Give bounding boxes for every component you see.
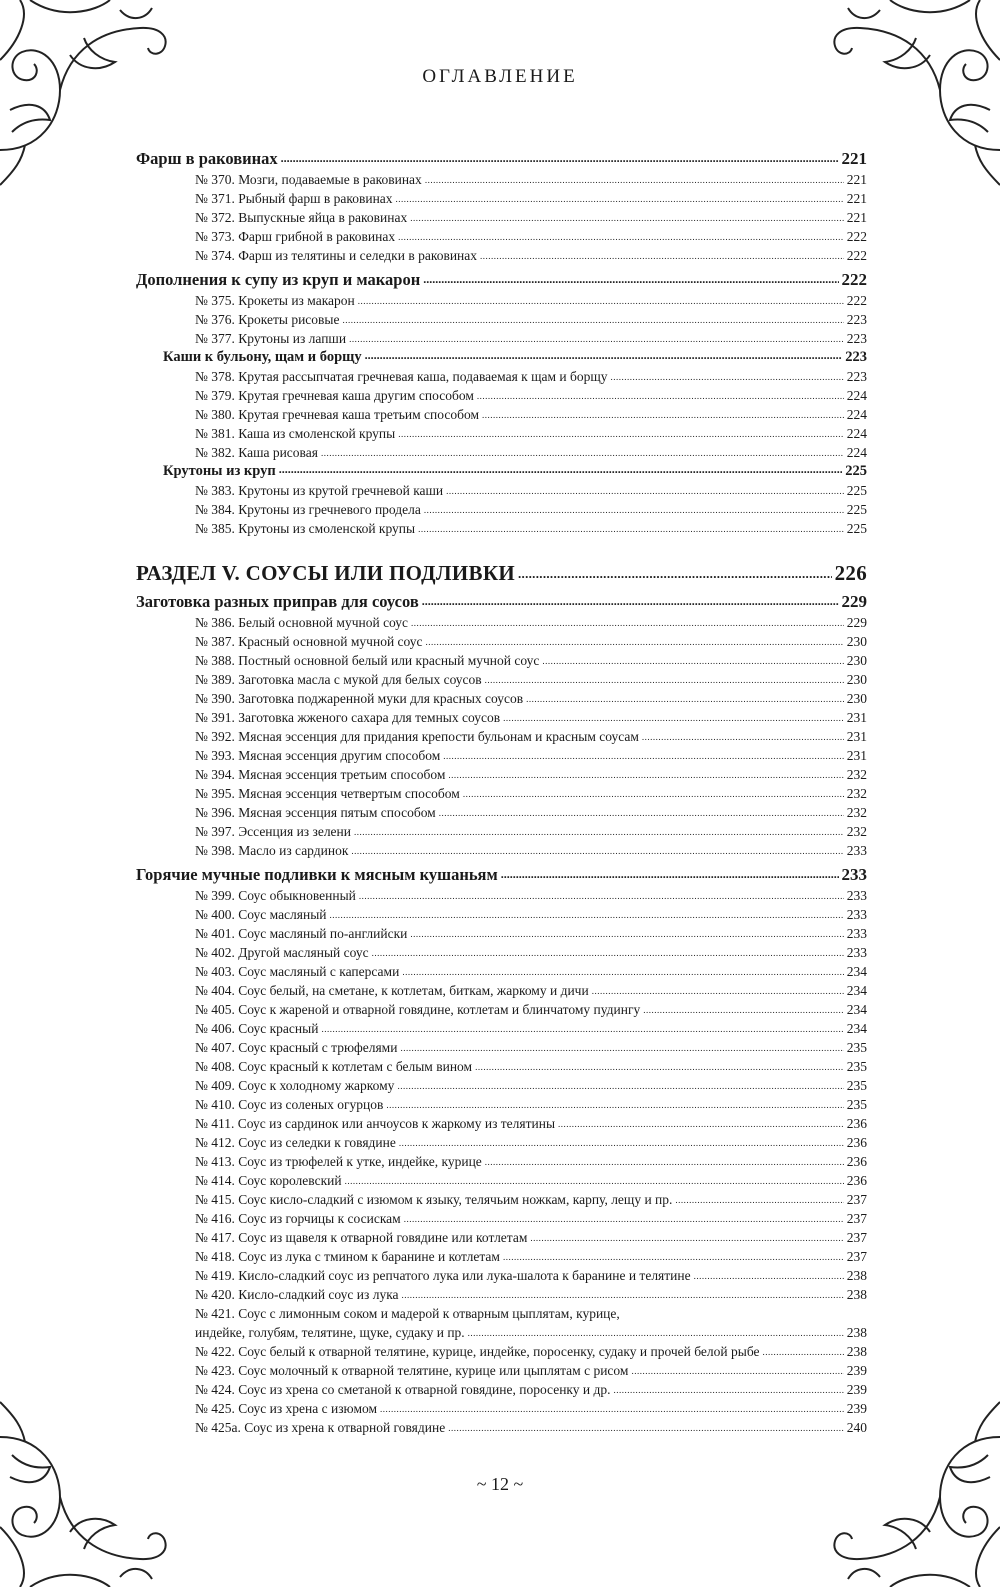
dot-leader [399,1138,844,1148]
toc-entry-rec [136,442,867,461]
toc-entry-title: № 378. Крутая рассыпчатая гречневая каша, подаваемая к щам и борщу [195,369,608,384]
toc-entry-title: № 371. Рыбный фарш в раковинах [195,191,393,206]
toc-entry-rec [136,961,867,980]
toc-entry-title: Горячие мучные подливки к мясным кушаньям [136,865,498,884]
toc-entry-title: № 388. Постный основной белый или красный мучной соус [195,653,540,668]
toc-entry-page: 234 [846,983,867,998]
toc-entry-rec [136,290,867,309]
dot-leader [542,656,843,666]
dot-leader [424,505,844,515]
toc-entry-page: 230 [846,691,867,706]
toc-entry-title: № 412. Соус из селедки к говядине [195,1135,396,1150]
toc-entry-rec [136,904,867,923]
toc-entry-rec [136,328,867,347]
toc-entry-page: 231 [846,729,867,744]
dot-leader [372,948,844,958]
toc-entry-rec [136,480,867,499]
dot-leader [503,1252,844,1262]
toc-entry-page: 239 [846,1382,867,1397]
dot-leader [358,296,844,306]
dot-leader [448,770,843,780]
dot-leader [342,315,843,325]
dot-leader [410,213,844,223]
toc-entry-rec [136,1398,867,1417]
dot-leader [439,808,844,818]
toc-entry-page: 234 [846,964,867,979]
toc-entry-title: № 403. Соус масляный с каперсами [195,964,400,979]
toc-entry-rec [136,1018,867,1037]
toc-entry-page: 239 [846,1363,867,1378]
toc-entry-sec [136,146,867,169]
dot-leader [643,1005,843,1015]
toc-entry-rec [136,423,867,442]
toc-entry-page: 221 [846,172,867,187]
toc-entry-title: Каши к бульону, щам и борщу [163,349,362,365]
dot-leader [422,594,839,609]
toc-entry-rec [136,207,867,226]
toc-entry-page: 238 [846,1325,867,1340]
dot-leader [558,1119,844,1129]
dot-leader [443,751,843,761]
toc-entry-page: 222 [841,270,867,289]
toc-entry-rec [136,999,867,1018]
toc-entry-rec [136,1265,867,1284]
dot-leader [468,1328,844,1338]
toc-entry-rec [136,1189,867,1208]
dot-leader [694,1271,844,1281]
toc-entry-page: 224 [846,407,867,422]
dot-leader [675,1195,843,1205]
toc-entry-title: РАЗДЕЛ V. СОУСЫ ИЛИ ПОДЛИВКИ [136,561,515,585]
toc-entry-page: 230 [846,672,867,687]
toc-entry-rec [136,366,867,385]
toc-entry-title: № 383. Крутоны из крутой гречневой каши [195,483,444,498]
toc-entry-rec [136,840,867,859]
toc-entry-page: 222 [846,229,867,244]
dot-leader [349,334,844,344]
dot-leader [631,1366,843,1376]
toc-entry-rec [136,631,867,650]
dot-leader [321,448,844,458]
dot-leader [321,1024,843,1034]
dot-leader [410,929,843,939]
toc-entry-rec [136,1360,867,1379]
page-number: ~ 12 ~ [476,1474,524,1494]
toc-entry-title: Дополнения к супу из круп и макарон [136,270,421,289]
toc-entry-rec [136,669,867,688]
toc-entry-page: 235 [846,1040,867,1055]
toc-entry-page: 236 [846,1135,867,1150]
toc-entry-title: № 421. Соус с лимонным соком и мадерой к отварным цыплятам, курице, [195,1306,620,1321]
dot-leader [763,1347,844,1357]
dot-leader [642,732,844,742]
toc-entry-rec-cont [136,1322,867,1341]
dot-leader [386,1100,843,1110]
dot-leader [398,232,844,242]
toc-entry-title: № 385. Крутоны из смоленской крупы [195,521,416,536]
toc-entry-title: № 391. Заготовка жженого сахара для темных соусов [195,710,501,725]
dot-leader [503,713,844,723]
toc-entry-rec [136,518,867,537]
dot-leader [402,1290,844,1300]
toc-entry-title: № 394. Мясная эссенция третьим способом [195,767,446,782]
toc-entry-page: 238 [846,1287,867,1302]
toc-entry-page: 233 [841,865,867,884]
toc-entry-page: 236 [846,1116,867,1131]
dot-leader [397,1081,843,1091]
toc-entry-title: № 381. Каша из смоленской крупы [195,426,396,441]
toc-entry-rec [136,783,867,802]
toc-entry-page: 223 [846,369,867,384]
toc-entry-rec [136,1094,867,1113]
toc-entry-sub [136,461,867,480]
dot-leader [402,967,843,977]
toc-entry-sec [136,862,867,885]
toc-entry-rec [136,745,867,764]
dot-leader [518,566,832,582]
dot-leader [281,151,839,166]
toc-entry-title: № 386. Белый основной мучной соус [195,615,409,630]
toc-entry-title: № 374. Фарш из телятины и селедки в раковинах [195,248,478,263]
toc-entry-sec [136,589,867,612]
dot-leader [411,618,844,628]
dot-leader [526,694,844,704]
dot-leader [480,251,844,261]
toc-entry-title: № 395. Мясная эссенция четвертым способом [195,786,460,801]
toc-entry-page: 229 [846,615,867,630]
toc-entry-page: 232 [846,824,867,839]
toc-entry-title: № 393. Мясная эссенция другим способом [195,748,441,763]
dot-leader [400,1043,843,1053]
toc-entry-title: № 373. Фарш грибной в раковинах [195,229,396,244]
dot-leader [418,524,844,534]
dot-leader [482,410,844,420]
toc-entry-rec [136,1037,867,1056]
toc-entry-page: 238 [846,1344,867,1359]
toc-entry-rec [136,1075,867,1094]
toc-entry-rec [136,821,867,840]
toc-entry-rec [136,726,867,745]
dot-leader [359,891,844,901]
toc-entry-page: 221 [846,191,867,206]
toc-entry-title: № 396. Мясная эссенция пятым способом [195,805,436,820]
toc-entry-rec [136,802,867,821]
toc-entry-rec [136,169,867,188]
dot-leader [448,1423,844,1433]
running-head: ОГЛАВЛЕНИЕ [422,66,578,87]
dot-leader [425,175,844,185]
toc-entry-title: № 404. Соус белый, на сметане, к котлетам, биткам, жаркому и дичи [195,983,589,998]
toc-entry-page: 225 [846,502,867,517]
toc-entry-page: 223 [845,349,867,365]
dot-leader [485,675,844,685]
dot-leader [345,1176,844,1186]
toc-entry-title: № 372. Выпускные яйца в раковинах [195,210,408,225]
toc-entry-title: № 387. Красный основной мучной соус [195,634,423,649]
toc-entry-title: № 422. Соус белый к отварной телятине, курице, индейке, поросенку, судаку и прочей белой рыбе [195,1344,760,1359]
toc-entry-page: 230 [846,653,867,668]
toc-entry-title: Крутоны из круп [163,463,276,479]
toc-entry-part [136,556,867,586]
toc-entry-rec [136,1417,867,1436]
toc-entry-rec [136,1132,867,1151]
toc-entry-rec [136,1151,867,1170]
toc-entry-title: № 409. Соус к холодному жаркому [195,1078,395,1093]
toc-entry-page: 230 [846,634,867,649]
toc-entry-title: № 413. Соус из трюфелей к утке, индейке, курице [195,1154,482,1169]
toc-entry-page: 225 [846,483,867,498]
toc-entry-rec [136,1056,867,1075]
dot-leader [365,348,843,363]
toc-entry-title: № 411. Соус из сардинок или анчоусов к жаркому из телятины [195,1116,556,1131]
dot-leader [530,1233,843,1243]
toc-entry-title: № 392. Мясная эссенция для придания крепости бульонам и красным соусам [195,729,639,744]
toc-entry-page: 225 [845,463,867,479]
dot-leader [592,986,844,996]
toc-entry-rec [136,1113,867,1132]
toc-entry-page: 233 [846,843,867,858]
toc-entry-page: 232 [846,786,867,801]
toc-entry-rec [136,385,867,404]
toc-entry-page: 234 [846,1002,867,1017]
dot-leader [351,846,843,856]
toc-entry-title: № 370. Мозги, подаваемые в раковинах [195,172,422,187]
dot-leader [475,1062,844,1072]
toc-entry-page: 229 [841,592,867,611]
toc-entry-rec-plain [136,1303,867,1322]
toc-entry-title: № 415. Соус кисло-сладкий с изюмом к языку, телячьим ножкам, карпу, лещу и пр. [195,1192,673,1207]
dot-leader [446,486,844,496]
toc-entry-rec [136,885,867,904]
toc-entry-title: № 423. Соус молочный к отварной телятине, курице или цыплятам с рисом [195,1363,629,1378]
toc-entry-title: № 418. Соус из лука с тмином к баранине и котлетам [195,1249,500,1264]
toc-entry-page: 224 [846,388,867,403]
toc-entry-title: № 384. Крутоны из гречневого продела [195,502,421,517]
toc-entry-title: № 407. Соус красный с трюфелями [195,1040,398,1055]
toc-entry-rec [136,942,867,961]
toc-entry-title: № 425. Соус из хрена с изюмом [195,1401,378,1416]
toc-entry-page: 231 [846,748,867,763]
toc-entry-rec [136,404,867,423]
toc-entry-page: 231 [846,710,867,725]
toc-entry-title: № 375. Крокеты из макарон [195,293,355,308]
toc-entry-rec [136,499,867,518]
toc-entry-title: индейке, голубям, телятине, щуке, судаку и пр. [195,1325,465,1340]
table-of-contents [136,143,867,1436]
toc-entry-page: 233 [846,926,867,941]
toc-entry-page: 236 [846,1154,867,1169]
dot-leader [404,1214,844,1224]
toc-entry-page: 237 [846,1211,867,1226]
toc-entry-title: № 399. Соус обыкновенный [195,888,356,903]
toc-entry-title: № 382. Каша рисовая [195,445,318,460]
toc-entry-title: № 424. Соус из хрена со сметаной к отварной говядине, поросенку и др. [195,1382,611,1397]
toc-entry-title: № 420. Кисло-сладкий соус из лука [195,1287,399,1302]
toc-entry-rec [136,188,867,207]
toc-entry-rec [136,309,867,328]
toc-entry-page: 233 [846,907,867,922]
toc-entry-rec [136,707,867,726]
toc-entry-sec [136,267,867,290]
toc-entry-title: № 376. Крокеты рисовые [195,312,340,327]
toc-entry-page: 222 [846,293,867,308]
toc-entry-page: 235 [846,1097,867,1112]
toc-entry-title: № 400. Соус масляный [195,907,327,922]
toc-entry-page: 237 [846,1230,867,1245]
dot-leader [279,462,842,477]
dot-leader [354,827,844,837]
dot-leader [501,867,839,882]
toc-entry-rec [136,226,867,245]
toc-entry-title: Фарш в раковинах [136,149,278,168]
toc-entry-rec [136,923,867,942]
toc-entry-page: 221 [846,210,867,225]
toc-entry-title: № 408. Соус красный к котлетам с белым вином [195,1059,473,1074]
toc-entry-page: 225 [846,521,867,536]
toc-entry-title: № 390. Заготовка поджаренной муки для красных соусов [195,691,524,706]
toc-entry-page: 237 [846,1192,867,1207]
toc-entry-rec [136,1208,867,1227]
toc-entry-page: 232 [846,767,867,782]
dot-leader [330,910,844,920]
toc-entry-rec [136,1341,867,1360]
toc-entry-rec [136,1284,867,1303]
toc-entry-rec [136,1170,867,1189]
toc-entry-page: 224 [846,426,867,441]
toc-entry-title: № 425а. Соус из хрена к отварной говядине [195,1420,446,1435]
toc-entry-title: № 419. Кисло-сладкий соус из репчатого лука или лука-шалота к баранине и телятине [195,1268,691,1283]
toc-entry-page: 237 [846,1249,867,1264]
toc-entry-page: 238 [846,1268,867,1283]
toc-entry-title: № 416. Соус из горчицы к сосискам [195,1211,401,1226]
toc-entry-page: 222 [846,248,867,263]
toc-entry-rec [136,980,867,999]
toc-entry-page: 226 [834,561,867,585]
toc-entry-page: 240 [846,1420,867,1435]
toc-entry-page: 223 [846,331,867,346]
toc-entry-rec [136,764,867,783]
toc-entry-rec [136,650,867,669]
toc-entry-rec [136,688,867,707]
dot-leader [380,1404,844,1414]
toc-entry-page: 223 [846,312,867,327]
toc-entry-title: № 406. Соус красный [195,1021,319,1036]
dot-leader [398,429,844,439]
toc-entry-title: Заготовка разных приправ для соусов [136,592,419,611]
toc-entry-title: № 402. Другой масляный соус [195,945,369,960]
dot-leader [423,272,838,287]
toc-entry-title: № 410. Соус из соленых огурцов [195,1097,384,1112]
toc-entry-title: № 377. Крутоны из лапши [195,331,347,346]
toc-entry-page: 221 [841,149,867,168]
toc-entry-rec [136,612,867,631]
toc-entry-sub [136,347,867,366]
dot-leader [477,391,844,401]
dot-leader [485,1157,844,1167]
dot-leader [396,194,844,204]
toc-entry-title: № 405. Соус к жареной и отварной говядине, котлетам и блинчатому пудингу [195,1002,641,1017]
toc-entry-title: № 414. Соус королевский [195,1173,342,1188]
toc-entry-rec [136,245,867,264]
toc-entry-page: 233 [846,888,867,903]
toc-entry-page: 239 [846,1401,867,1416]
toc-entry-rec [136,1246,867,1265]
toc-entry-title: № 397. Эссенция из зелени [195,824,352,839]
toc-entry-title: № 398. Масло из сардинок [195,843,349,858]
toc-entry-page: 232 [846,805,867,820]
toc-entry-title: № 417. Соус из щавеля к отварной говядине или котлетам [195,1230,528,1245]
dot-leader [611,372,844,382]
dot-leader [463,789,844,799]
toc-entry-title: № 389. Заготовка масла с мукой для белых соусов [195,672,482,687]
toc-entry-title: № 380. Крутая гречневая каша третьим способом [195,407,480,422]
toc-entry-page: 236 [846,1173,867,1188]
toc-entry-page: 234 [846,1021,867,1036]
toc-entry-rec [136,1379,867,1398]
toc-entry-rec [136,1227,867,1246]
toc-entry-page: 235 [846,1078,867,1093]
dot-leader [614,1385,844,1395]
toc-entry-title: № 379. Крутая гречневая каша другим способом [195,388,474,403]
dot-leader [426,637,844,647]
toc-entry-page: 233 [846,945,867,960]
toc-entry-page: 235 [846,1059,867,1074]
toc-entry-title: № 401. Соус масляный по-английски [195,926,408,941]
toc-entry-page: 224 [846,445,867,460]
